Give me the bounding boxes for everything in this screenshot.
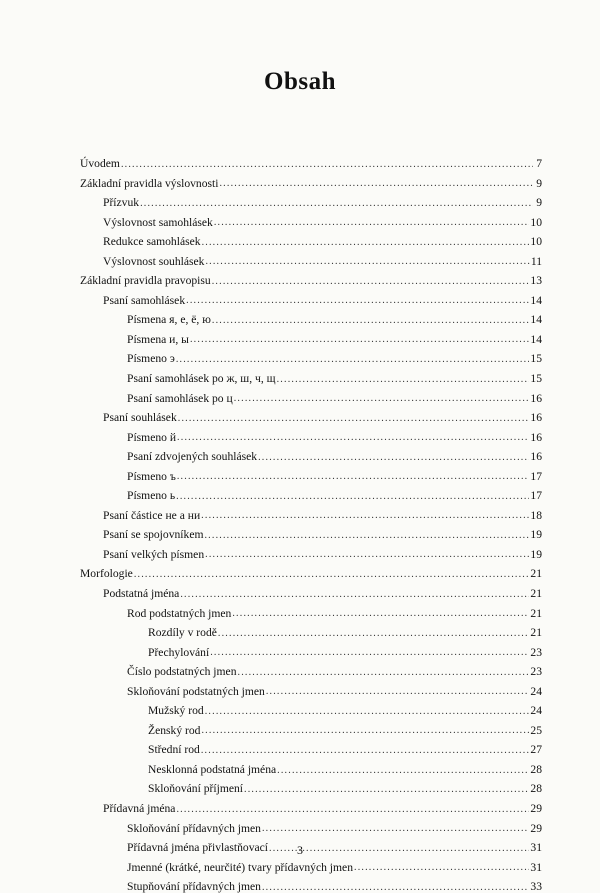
toc-entry-page: 14 [530, 332, 542, 346]
toc-dot-leader [234, 392, 530, 404]
toc-entry [80, 189, 542, 209]
toc-entry-label: Písmeno ъ [127, 469, 176, 483]
toc-entry-page: 10 [530, 235, 542, 249]
toc-entry-label: Psaní částice не a ни [103, 508, 201, 522]
toc-entry [80, 736, 542, 756]
toc-entry [80, 580, 542, 600]
toc-entry-page: 11 [530, 254, 542, 268]
toc-entry-label: Jmenné (krátké, neurčité) tvary přídavných jmen [127, 860, 353, 874]
toc-entry [80, 815, 542, 835]
toc-entry-page: 28 [530, 782, 542, 796]
toc-dot-leader [186, 294, 529, 306]
page-title: Obsah [264, 68, 336, 95]
toc-entry-page: 16 [530, 391, 542, 405]
toc-entry-page: 19 [530, 528, 542, 542]
toc-entry [80, 658, 542, 678]
toc-dot-leader [214, 216, 530, 228]
toc-entry-page: 28 [530, 762, 542, 776]
toc-entry [80, 228, 542, 248]
toc-dot-leader [134, 568, 530, 580]
toc-entry-page: 31 [530, 841, 542, 855]
toc-entry-page: 9 [536, 196, 542, 210]
toc-entry [80, 619, 542, 639]
toc-entry [80, 482, 542, 502]
toc-dot-leader [266, 685, 530, 697]
toc-entry-page: 25 [530, 723, 542, 737]
toc-dot-leader [140, 197, 533, 209]
toc-entry-label: Základní pravidla výslovnosti [80, 176, 219, 190]
toc-entry [80, 248, 542, 268]
toc-entry [80, 463, 542, 483]
toc-entry-page: 24 [530, 704, 542, 718]
toc-entry [80, 560, 542, 580]
toc-entry-page: 27 [530, 743, 542, 757]
toc-entry-label: Ženský rod [148, 723, 201, 737]
toc-entry-page: 19 [530, 547, 542, 561]
toc-entry-page: 16 [530, 411, 542, 425]
toc-entry [80, 287, 542, 307]
toc-dot-leader [201, 744, 530, 756]
toc-dot-leader [201, 509, 529, 521]
toc-entry [80, 678, 542, 698]
toc-entry-page: 21 [530, 567, 542, 581]
toc-dot-leader [244, 783, 529, 795]
toc-entry-label: Výslovnost samohlásek [103, 215, 213, 229]
toc-dot-leader [212, 314, 530, 326]
toc-entry-page: 7 [536, 156, 542, 170]
toc-dot-leader [238, 666, 530, 678]
toc-entry-label: Psaní zdvojených souhlásek [127, 450, 258, 464]
toc-entry-label: Písmena я, е, ё, ю [127, 313, 211, 327]
toc-entry [80, 639, 542, 659]
toc-entry [80, 170, 542, 190]
toc-entry-label: Nesklonná podstatná jména [148, 762, 277, 776]
toc-dot-leader [201, 724, 529, 736]
toc-dot-leader [180, 588, 529, 600]
toc-dot-leader [262, 881, 529, 893]
toc-entry-label: Mužský rod [148, 704, 204, 718]
toc-dot-leader [177, 470, 530, 482]
toc-entry-page: 16 [530, 430, 542, 444]
toc-entry-page: 31 [530, 860, 542, 874]
toc-dot-leader [258, 451, 529, 463]
toc-dot-leader [205, 255, 529, 267]
toc-dot-leader [205, 705, 530, 717]
toc-dot-leader [210, 646, 529, 658]
toc-entry-page: 29 [530, 821, 542, 835]
toc-entry [80, 873, 542, 893]
toc-entry-page: 18 [530, 508, 542, 522]
toc-dot-leader [262, 822, 529, 834]
toc-entry [80, 502, 542, 522]
toc-entry-label: Skloňování příjmení [148, 782, 243, 796]
toc-dot-leader [354, 861, 529, 873]
toc-entry-label: Rod podstatných jmen [127, 606, 232, 620]
toc-entry-label: Písmeno ь [127, 489, 176, 503]
toc-entry [80, 795, 542, 815]
toc-entry-label: Stupňování přídavných jmen [127, 880, 261, 893]
toc-entry [80, 385, 542, 405]
toc-entry-page: 15 [530, 371, 542, 385]
toc-entry-label: Psaní samohlásek po ц [127, 391, 233, 405]
toc-entry [80, 306, 542, 326]
toc-dot-leader [178, 412, 530, 424]
toc-entry [80, 424, 542, 444]
toc-dot-leader [176, 490, 529, 502]
toc-entry-label: Psaní samohlásek po ж, ш, ч, щ [127, 371, 276, 385]
toc-dot-leader [204, 529, 529, 541]
toc-dot-leader [277, 373, 530, 385]
toc-entry-label: Psaní souhlásek [103, 411, 177, 425]
toc-entry-label: Písmeno э [127, 352, 175, 366]
toc-entry-label: Redukce samohlásek [103, 235, 201, 249]
toc-entry-page: 21 [530, 626, 542, 640]
toc-entry [80, 600, 542, 620]
toc-entry [80, 756, 542, 776]
toc-dot-leader [218, 627, 530, 639]
toc-entry-page: 21 [530, 606, 542, 620]
toc-entry-label: Písmeno й [127, 430, 177, 444]
page-number: 3 [297, 843, 303, 857]
toc-entry [80, 365, 542, 385]
toc-entry-page: 23 [530, 645, 542, 659]
toc-dot-leader [277, 764, 529, 776]
toc-dot-leader [190, 333, 529, 345]
table-of-contents [80, 150, 542, 893]
toc-entry-label: Přízvuk [103, 196, 140, 210]
toc-entry-label: Střední rod [148, 743, 200, 757]
toc-entry-page: 13 [530, 274, 542, 288]
toc-entry-page: 17 [530, 469, 542, 483]
toc-entry-label: Podstatná jména [103, 586, 180, 600]
toc-entry-page: 17 [530, 489, 542, 503]
toc-entry-label: Psaní samohlásek [103, 293, 186, 307]
toc-entry-label: Rozdíly v rodě [148, 626, 217, 640]
toc-dot-leader [176, 353, 530, 365]
toc-dot-leader [177, 431, 529, 443]
toc-entry [80, 521, 542, 541]
toc-entry-label: Psaní velkých písmen [103, 547, 205, 561]
toc-entry-label: Výslovnost souhlásek [103, 254, 205, 268]
toc-entry [80, 345, 542, 365]
toc-dot-leader [219, 177, 533, 189]
toc-entry-page: 10 [530, 215, 542, 229]
toc-entry [80, 776, 542, 796]
toc-dot-leader [202, 236, 530, 248]
toc-entry-page: 15 [530, 352, 542, 366]
toc-entry [80, 697, 542, 717]
toc-entry [80, 326, 542, 346]
toc-entry-page: 29 [530, 802, 542, 815]
toc-entry-label: Morfologie [80, 567, 133, 581]
toc-entry-label: Přídavná jména [103, 802, 176, 815]
toc-dot-leader [205, 548, 529, 560]
toc-entry [80, 267, 542, 287]
toc-entry-page: 16 [530, 450, 542, 464]
toc-entry [80, 404, 542, 424]
toc-entry-page: 23 [530, 665, 542, 679]
toc-dot-leader [232, 607, 529, 619]
toc-entry-page: 24 [530, 684, 542, 698]
toc-dot-leader [212, 275, 530, 287]
toc-entry [80, 443, 542, 463]
toc-entry-label: Písmena и, ы [127, 332, 189, 346]
toc-entry [80, 717, 542, 737]
toc-entry-page: 14 [530, 313, 542, 327]
toc-dot-leader [121, 158, 533, 170]
toc-entry-page: 9 [536, 176, 542, 190]
toc-entry [80, 209, 542, 229]
toc-entry-page: 14 [530, 293, 542, 307]
toc-entry-label: Číslo podstatných jmen [127, 665, 237, 679]
toc-entry-label: Psaní se spojovníkem [103, 528, 204, 542]
toc-entry-label: Přechylování [148, 645, 210, 659]
toc-entry-page: 21 [530, 586, 542, 600]
toc-dot-leader [176, 803, 529, 815]
toc-entry-label: Skloňování podstatných jmen [127, 684, 265, 698]
toc-entry-label: Přídavná jména přivlastňovací [127, 841, 269, 855]
toc-entry [80, 541, 542, 561]
toc-entry-label: Základní pravidla pravopisu [80, 274, 211, 288]
toc-entry-page: 33 [530, 880, 542, 893]
toc-entry [80, 150, 542, 170]
toc-entry-label: Úvodem [80, 156, 120, 170]
toc-entry-label: Skloňování přídavných jmen [127, 821, 261, 835]
